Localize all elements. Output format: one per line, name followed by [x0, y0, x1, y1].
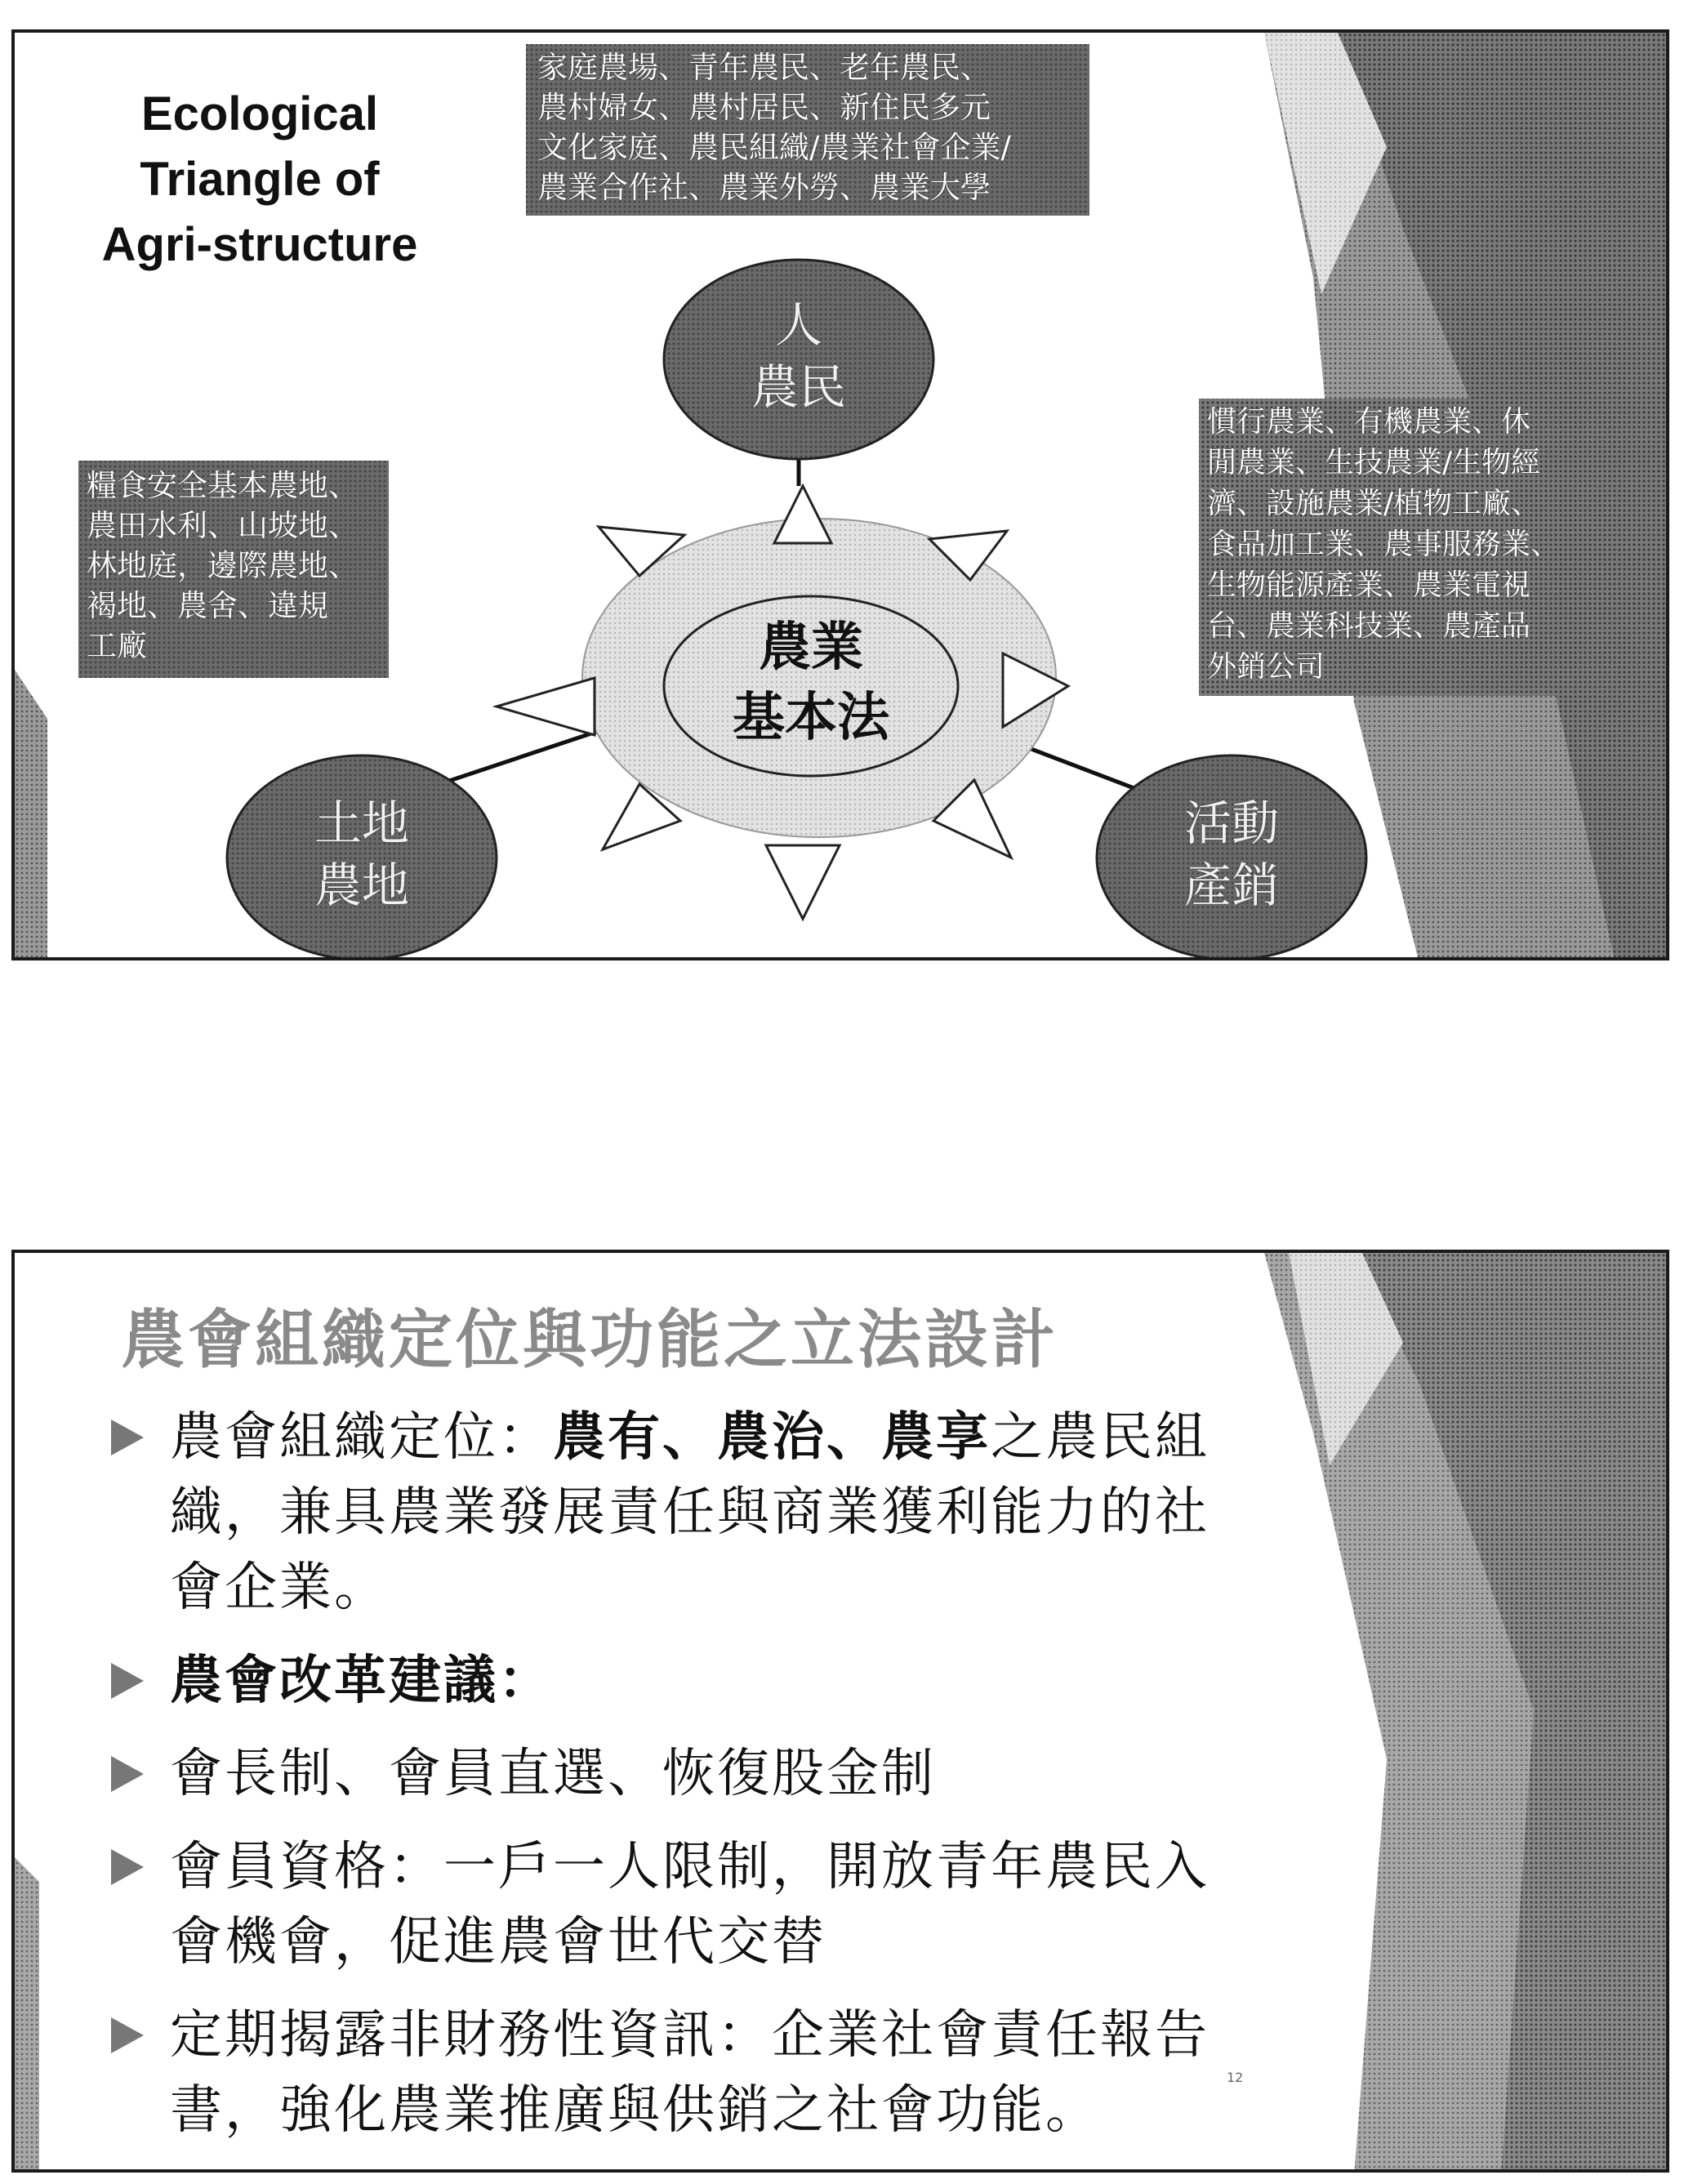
page-number: 12 — [1227, 2070, 1244, 2085]
people-label: 人 農民 — [751, 297, 846, 415]
bullet-list — [111, 1400, 1352, 2166]
bullet-disclosure: 定期揭露非財務性資訊：企業社會責任報告 書，強化農業推廣與供銷之社會功能。 — [111, 1998, 1352, 2148]
bullet-reform-heading: 農會改革建議： — [111, 1643, 1352, 1718]
bullet-arrow-icon — [111, 1420, 144, 1455]
land-label: 土地 農地 — [314, 796, 409, 913]
bullet-chairman-system: 會長制、會員直選、恢復股金制 — [111, 1736, 1352, 1812]
bullet-membership: 會員資格：一戶一人限制，開放青年農民入 會機會，促進農會世代交替 — [111, 1830, 1352, 1980]
slide-farmers-association — [11, 1250, 1669, 2173]
people-categories-text: 家庭農場、青年農民、老年農民、 農村婦女、農村居民、新住民多元 文化家庭、農民組織/農業社會企業/ 農業合作社、農業外勞、農業大學 — [537, 50, 1011, 205]
basic-law-label: 農業 基本法 — [733, 617, 889, 748]
land-categories-text: 糧食安全基本農地、 農田水利、山坡地、 林地庭，邊際農地、 褐地、農舍、違規 工廠 — [87, 468, 359, 663]
bullet-arrow-icon — [111, 1756, 144, 1792]
bullet-arrow-icon — [111, 1663, 144, 1699]
bullet-positioning: 農會組織定位：農有、農治、農享之農民組 織，兼具農業發展責任與商業獲利能力的社 會企業。 — [111, 1400, 1352, 1625]
activity-categories-text: 慣行農業、有機農業、休 閒農業、生技農業/生物經 濟、設施農業/植物工廠、 食品加工業、農事服務業、 生物能源產業、農業電視 台、農業科技業、農產品 外銷公司 — [1207, 405, 1561, 684]
slide-ecological-triangle — [11, 29, 1669, 961]
slide2-title: 農會組織定位與功能之立法設計 — [121, 1304, 1059, 1377]
bullet-arrow-icon — [111, 1849, 144, 1885]
slide1-title: Ecological Triangle of Agri-structure — [101, 87, 418, 271]
bullet-arrow-icon — [111, 2017, 144, 2053]
activity-label: 活動 產銷 — [1183, 796, 1279, 913]
